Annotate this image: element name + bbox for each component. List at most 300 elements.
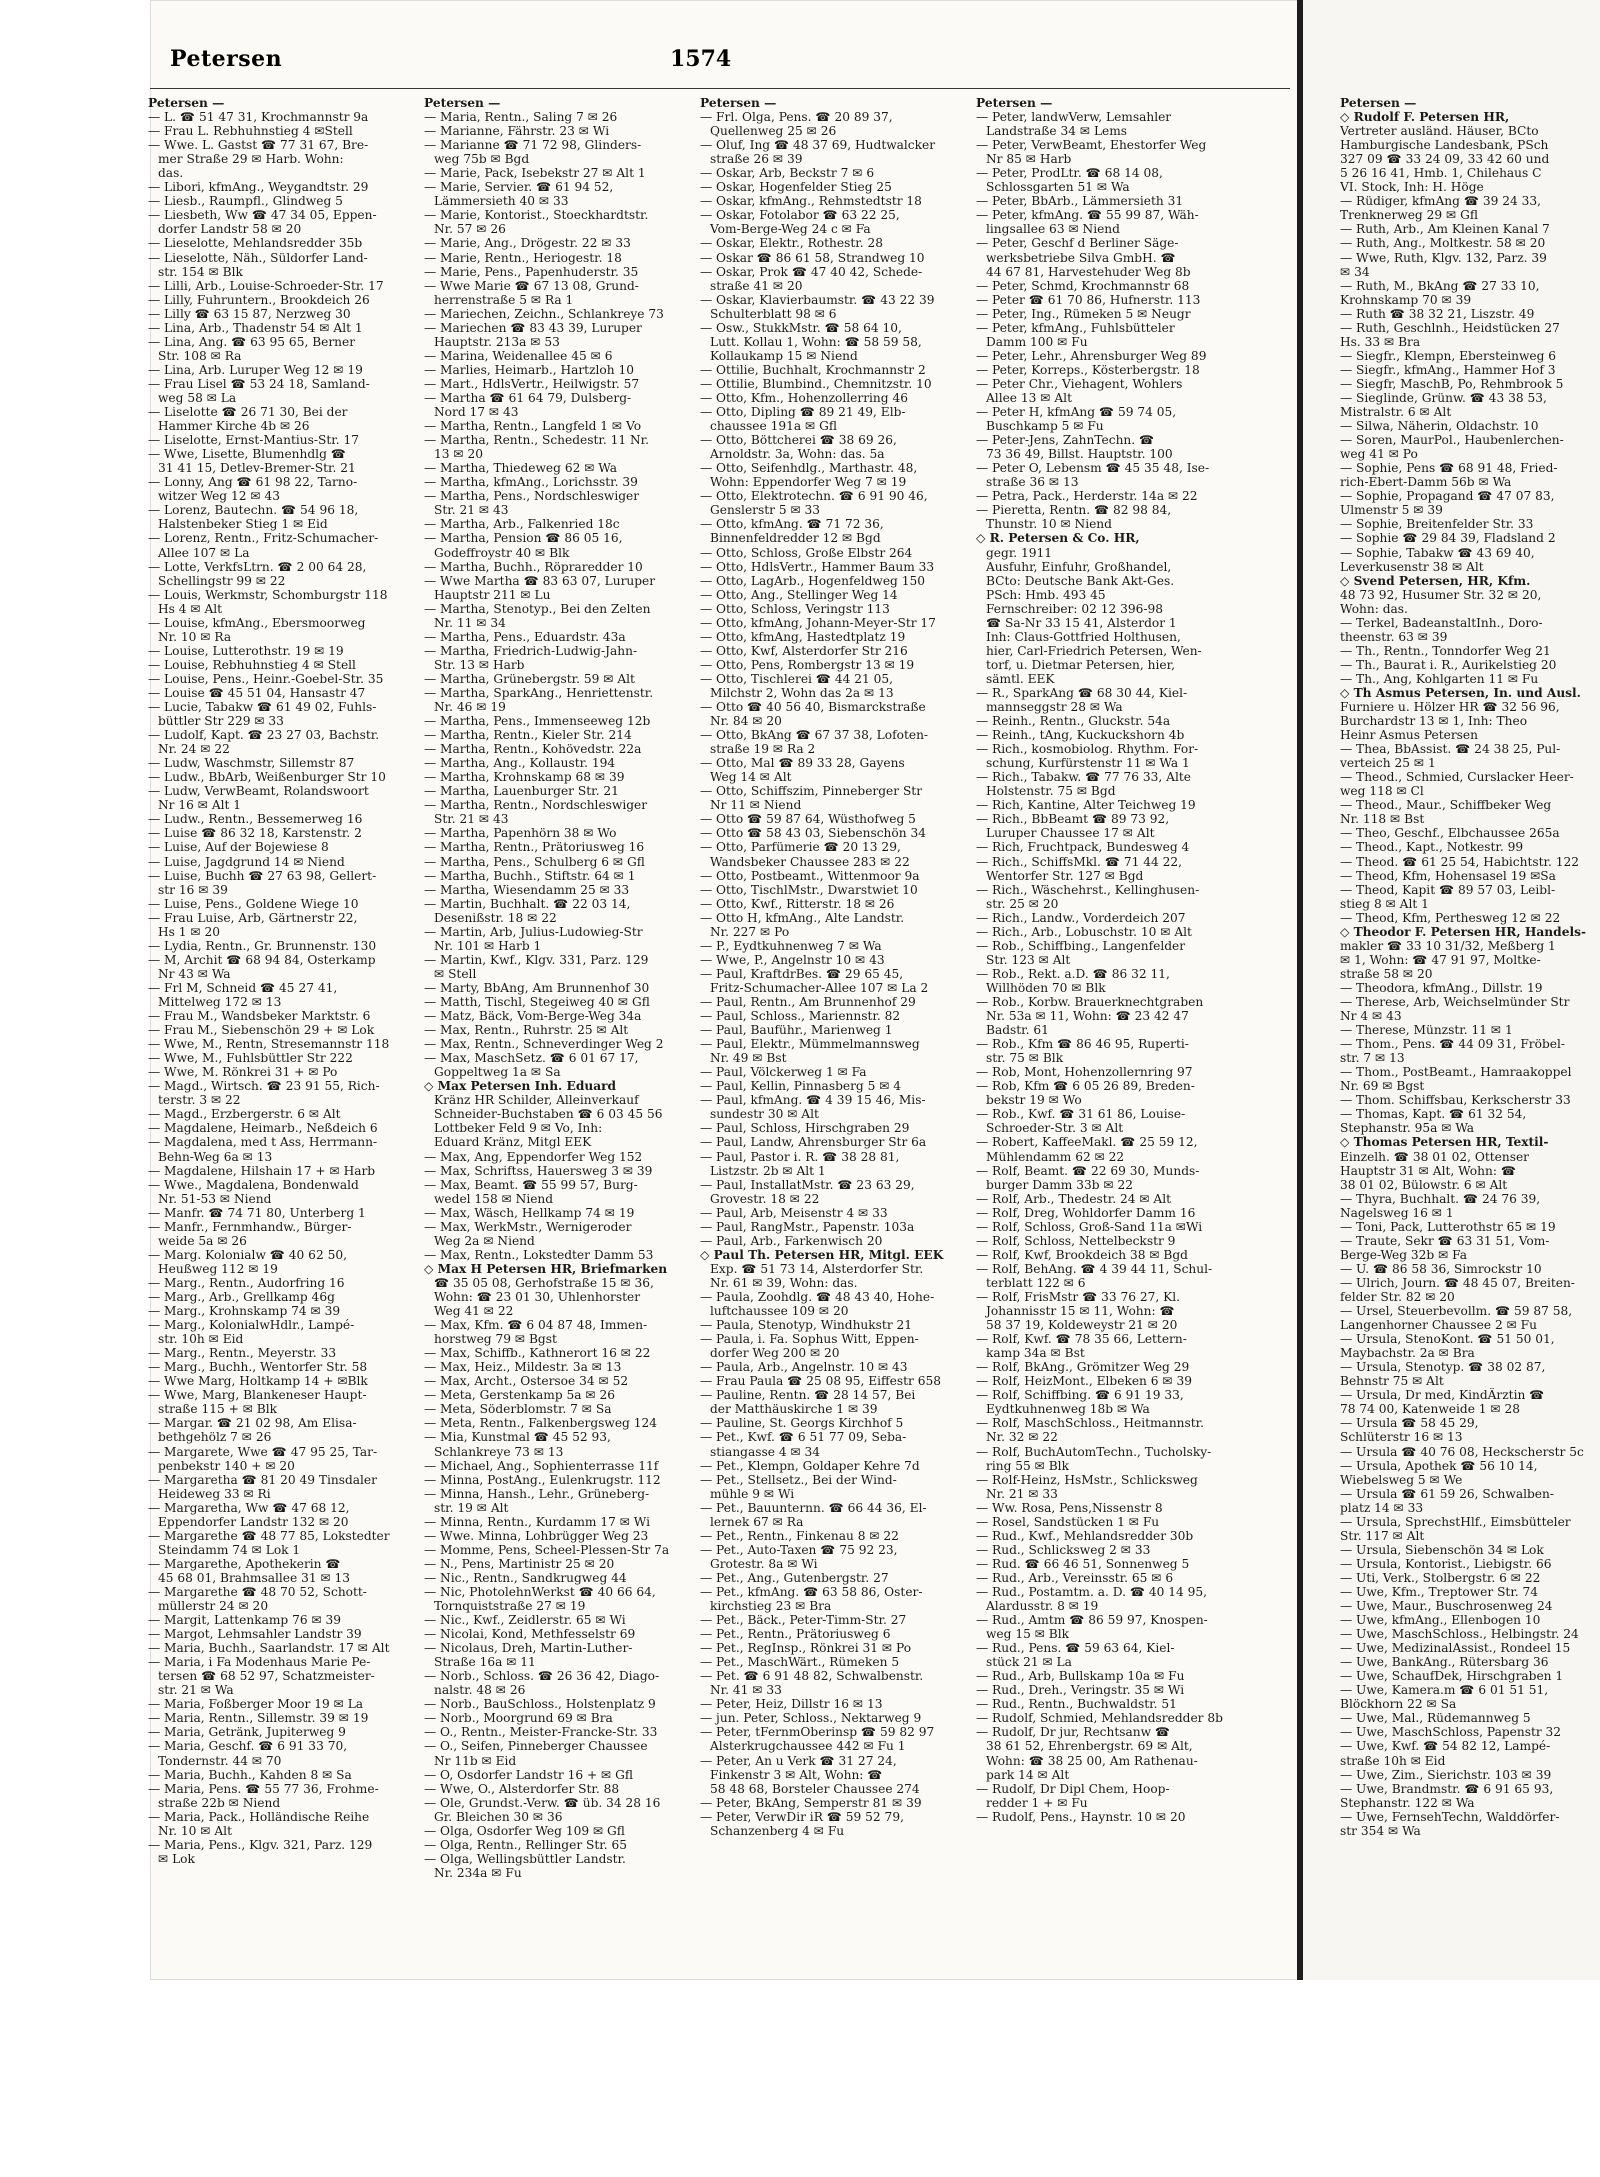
entry-line: — Libori, kfmAng., Weygandtstr. 29 bbox=[148, 180, 369, 195]
entry-line: Lottbeker Feld 9 ✉ Vo, Inh: bbox=[434, 1121, 603, 1136]
entry-line: — Lydia, Rentn., Gr. Brunnenstr. 130 bbox=[148, 938, 377, 953]
entry-line: — Rolf, HeizMont., Elbeken 6 ✉ 39 bbox=[976, 1374, 1192, 1389]
entry-line: — Uti, Verk., Stolbergstr. 6 ✉ 22 bbox=[1340, 1570, 1541, 1585]
entry-line: — Ursula, Kontorist., Liebigstr. 66 bbox=[1340, 1556, 1552, 1571]
running-header: Petersen bbox=[170, 46, 283, 72]
entry-line: — Rud., Pens. ☎ 59 63 64, Kiel- bbox=[976, 1641, 1175, 1656]
entry-line: — Otto, Parfümerie ☎ 20 13 29, bbox=[700, 840, 901, 855]
entry-line: Nr. 57 ✉ 26 bbox=[434, 222, 506, 237]
entry-line: ◇ Max Petersen Inh. Eduard bbox=[424, 1079, 617, 1094]
entry-line: — Ruth, Ang., Moltkestr. 58 ✉ 20 bbox=[1340, 236, 1546, 251]
entry-line: str. 10h ✉ Eid bbox=[158, 1332, 244, 1347]
entry-line: ◇ Th Asmus Petersen, In. und Ausl. bbox=[1340, 685, 1581, 700]
entry-line: Straße 16a ✉ 11 bbox=[434, 1655, 536, 1670]
entry-line: — R., SparkAng ☎ 68 30 44, Kiel- bbox=[976, 685, 1188, 700]
entry-line: — Rich., Arb., Lobuschstr. 10 ✉ Alt bbox=[976, 924, 1192, 939]
entry-line: — Rud., Dreh., Veringstr. 35 ✉ Wi bbox=[976, 1683, 1185, 1698]
entry-line: — Paul, Kellin, Pinnasberg 5 ✉ 4 bbox=[700, 1079, 902, 1094]
entry-line: Hs 4 ✉ Alt bbox=[158, 601, 223, 616]
facing-page-column bbox=[1340, 96, 1600, 1838]
entry-line: straße 10h ✉ Eid bbox=[1340, 1753, 1446, 1768]
entry-line: — Oskar, Fotolabor ☎ 63 22 25, bbox=[700, 208, 900, 223]
entry-line: — Otto ☎ 59 87 64, Wüsthofweg 5 bbox=[700, 812, 916, 827]
entry-line: — Luise, Jagdgrund 14 ✉ Niend bbox=[148, 854, 345, 869]
entry-line: 45 68 01, Brahmsallee 31 ✉ 13 bbox=[158, 1570, 351, 1585]
entry-line: — Maria, Rentn., Sillemstr. 39 ✉ 19 bbox=[148, 1711, 369, 1726]
entry-line: ◇ Rudolf F. Petersen HR, bbox=[1340, 110, 1510, 125]
entry-line: — Max, MaschSetz. ☎ 6 01 67 17, bbox=[424, 1051, 639, 1066]
entry-line: Eppendorfer Landstr 132 ✉ 20 bbox=[158, 1514, 349, 1529]
entry-line: — Rich, Fruchtpack, Bundesweg 4 bbox=[976, 840, 1190, 855]
entry-line: — Rolf, Beamt. ☎ 22 69 30, Munds- bbox=[976, 1163, 1200, 1178]
entry-line: — Lucie, Tabakw ☎ 61 49 02, Fuhls- bbox=[148, 700, 377, 715]
entry-line: — Margot, Lehmsahler Landstr 39 bbox=[148, 1627, 362, 1642]
entry-line: — Paul, Arb., Farkenwisch 20 bbox=[700, 1233, 883, 1248]
entry-line: Goppeltweg 1a ✉ Sa bbox=[434, 1065, 561, 1080]
entry-line: — Marlies, Heimarb., Hartzloh 10 bbox=[424, 362, 634, 377]
entry-line: Nr. 24 ✉ 22 bbox=[158, 742, 230, 757]
entry-line: redder 1 + ✉ Fu bbox=[986, 1795, 1088, 1810]
entry-line: ◇ Max H Petersen HR, Briefmarken bbox=[424, 1261, 668, 1276]
entry-line: — Petra, Pack., Herderstr. 14a ✉ 22 bbox=[976, 489, 1198, 504]
entry-line: Hauptstr 211 ✉ Lu bbox=[434, 587, 551, 602]
entry-line: — Wwe, O., Alsterdorfer Str. 88 bbox=[424, 1781, 620, 1796]
entry-line: — Peter, VerwDir iR ☎ 59 52 79, bbox=[700, 1809, 904, 1824]
entry-line: sämtl. EEK bbox=[986, 671, 1055, 686]
entry-line: Grovestr. 18 ✉ 22 bbox=[710, 1191, 820, 1206]
entry-line: — Louise, Lutterothstr. 19 ✉ 19 bbox=[148, 643, 344, 658]
entry-line: müllerstr 24 ✉ 20 bbox=[158, 1599, 269, 1614]
entry-line: — Martha, Arb., Falkenried 18c bbox=[424, 517, 620, 532]
entry-line: — Martha, Rentn., Kohövedstr. 22a bbox=[424, 742, 642, 757]
entry-line: — Rolf, FrisMstr ☎ 33 76 27, Kl. bbox=[976, 1289, 1181, 1304]
entry-line: — Rud., Amtm ☎ 86 59 97, Knospen- bbox=[976, 1613, 1208, 1628]
entry-line: — Otto, kfmAng. ☎ 71 72 36, bbox=[700, 517, 884, 532]
entry-line: — Oskar, Elektr., Rothestr. 28 bbox=[700, 236, 883, 251]
entry-line: — Theod., Maur., Schiffbeker Weg bbox=[1340, 798, 1552, 813]
entry-line: — Max, Rentn., Lokstedter Damm 53 bbox=[424, 1247, 654, 1262]
entry-line: sundestr 30 ✉ Alt bbox=[710, 1107, 819, 1122]
entry-line: — Otto, HdlsVertr., Hammer Baum 33 bbox=[700, 559, 935, 574]
entry-line: 48 73 92, Husumer Str. 32 ✉ 20, bbox=[1340, 587, 1542, 602]
entry-line: 78 74 00, Katenweide 1 ✉ 28 bbox=[1340, 1402, 1521, 1417]
entry-line: Berge-Weg 32b ✉ Fa bbox=[1340, 1247, 1468, 1262]
entry-line: — Rud., Arb., Vereinsstr. 65 ✉ 6 bbox=[976, 1570, 1174, 1585]
entry-line: — Nic., Kwf., Zeidlerstr. 65 ✉ Wi bbox=[424, 1613, 626, 1628]
entry-line: Einzelh. ☎ 38 01 02, Ottenser bbox=[1340, 1149, 1529, 1164]
entry-line: dorfer Weg 200 ✉ 20 bbox=[710, 1346, 840, 1361]
entry-line: — Manfr. ☎ 74 71 80, Unterberg 1 bbox=[148, 1205, 366, 1220]
entry-line: — Max, Archt., Ostersoe 34 ✉ 52 bbox=[424, 1374, 629, 1389]
entry-line: Trenknerweg 29 ✉ Gfl bbox=[1340, 208, 1478, 223]
entry-line: — Rolf, BehAng. ☎ 4 39 44 11, Schul- bbox=[976, 1261, 1213, 1276]
entry-line: tersen ☎ 68 52 97, Schatzmeister- bbox=[158, 1669, 375, 1684]
entry-line: — Louise, Pens., Heinr.-Goebel-Str. 35 bbox=[148, 671, 384, 686]
entry-line: — Pet., MaschWärt., Rümeken 5 bbox=[700, 1655, 900, 1670]
entry-line: — Paul, Pastor i. R. ☎ 38 28 81, bbox=[700, 1149, 900, 1164]
entry-line: — Margaretha ☎ 81 20 49 Tinsdaler bbox=[148, 1472, 377, 1487]
entry-line: — Ludw, Waschmstr, Sillemstr 87 bbox=[148, 756, 355, 771]
entry-line: — Maria, Foßberger Moor 19 ✉ La bbox=[148, 1697, 364, 1712]
entry-line: nalstr. 48 ✉ 26 bbox=[434, 1683, 526, 1698]
entry-line: — Uwe, Maur., Buschrosenweg 24 bbox=[1340, 1599, 1553, 1614]
entry-line: — Mia, Kunstmal ☎ 45 52 93, bbox=[424, 1430, 611, 1445]
entry-line: str. 154 ✉ Blk bbox=[158, 264, 243, 279]
entry-line: — Pet., Rentn., Prätoriusweg 6 bbox=[700, 1627, 891, 1642]
entry-line: — Ludw, VerwBeamt, Rolandswoort bbox=[148, 784, 369, 799]
entry-line: — Otto, Elektrotechn. ☎ 6 91 90 46, bbox=[700, 489, 928, 504]
entry-line: — Pet., kfmAng. ☎ 63 58 86, Oster- bbox=[700, 1584, 923, 1599]
entry-line: — Rüdiger, kfmAng ☎ 39 24 33, bbox=[1340, 194, 1542, 209]
entry-line: lingsallee 63 ✉ Niend bbox=[986, 222, 1120, 237]
entry-line: — Mariechen ☎ 83 43 39, Luruper bbox=[424, 320, 642, 335]
entry-line: — Martin, Buchhalt. ☎ 22 03 14, bbox=[424, 896, 631, 911]
entry-line: — Oskar, Hogenfelder Stieg 25 bbox=[700, 180, 892, 195]
entry-line: — Pet., Bäck., Peter-Timm-Str. 27 bbox=[700, 1613, 907, 1628]
entry-line: — Rudolf, Pens., Haynstr. 10 ✉ 20 bbox=[976, 1809, 1186, 1824]
entry-line: — Max, Rentn., Schneverdinger Weg 2 bbox=[424, 1037, 664, 1052]
entry-line: ✉ Lok bbox=[158, 1851, 195, 1866]
entry-line: Finkenstr 3 ✉ Alt, Wohn: ☎ bbox=[710, 1767, 883, 1782]
entry-line: Nr. 21 ✉ 33 bbox=[986, 1486, 1058, 1501]
entry-line: — Paul, Völckerweg 1 ✉ Fa bbox=[700, 1065, 867, 1080]
entry-line: — Wwe. L. Gastst ☎ 77 31 67, Bre- bbox=[148, 138, 369, 153]
entry-line: — Ole, Grundst.-Verw. ☎ üb. 34 28 16 bbox=[424, 1795, 661, 1810]
entry-line: — Sophie, Tabakw ☎ 43 69 40, bbox=[1340, 545, 1535, 560]
entry-line: — Michael, Ang., Sophienterrasse 11f bbox=[424, 1458, 659, 1473]
entry-line: — Sophie, Breitenfelder Str. 33 bbox=[1340, 517, 1534, 532]
entry-line: Binnenfeldredder 12 ✉ Bgd bbox=[710, 531, 881, 546]
entry-line: — Martha, Friedrich-Ludwig-Jahn- bbox=[424, 643, 638, 658]
entry-line: — Thea, BbAssist. ☎ 24 38 25, Pul- bbox=[1340, 742, 1561, 757]
entry-line: Nr. 51-53 ✉ Niend bbox=[158, 1191, 272, 1206]
entry-line: — Paula, i. Fa. Sophus Witt, Eppen- bbox=[700, 1332, 919, 1347]
entry-line: — Otto, Kwf, Alsterdorfer Str 216 bbox=[700, 643, 908, 658]
entry-line: Schneider-Buchstaben ☎ 6 03 45 56 bbox=[434, 1107, 663, 1122]
entry-line: — Magd., Wirtsch. ☎ 23 91 55, Rich- bbox=[148, 1079, 380, 1094]
entry-line: — Rich., BbBeamt ☎ 89 73 92, bbox=[976, 812, 1170, 827]
entry-line: — Martha, kfmAng., Lorichsstr. 39 bbox=[424, 475, 638, 490]
entry-line: Blöckhorn 22 ✉ Sa bbox=[1340, 1697, 1457, 1712]
entry-line: Ulmenstr 5 ✉ 39 bbox=[1340, 503, 1443, 518]
entry-line: — Otto, Seifenhdlg., Marthastr. 48, bbox=[700, 461, 918, 476]
entry-line: — Rud., Rentn., Buchwaldstr. 51 bbox=[976, 1697, 1177, 1712]
entry-line: — Sophie, Propagand ☎ 47 07 83, bbox=[1340, 489, 1555, 504]
entry-line: — Paul, Schloss., Mariennstr. 82 bbox=[700, 1009, 901, 1024]
entry-line: — Wwe Marg, Holtkamp 14 + ✉Blk bbox=[148, 1374, 368, 1389]
entry-line: — Marie, Pack, Isebekstr 27 ✉ Alt 1 bbox=[424, 166, 646, 181]
entry-line: — Otto, BkAng ☎ 67 37 38, Lofoten- bbox=[700, 728, 929, 743]
entry-line: — Peter, kfmAng. ☎ 55 99 87, Wäh- bbox=[976, 208, 1199, 223]
entry-line: — Otto, Dipling ☎ 89 21 49, Elb- bbox=[700, 405, 906, 420]
entry-line: — Liselotte, Ernst-Mantius-Str. 17 bbox=[148, 433, 359, 448]
entry-line: — Max, Kfm. ☎ 6 04 87 48, Immen- bbox=[424, 1318, 648, 1333]
entry-line: — Rosel, Sandstücken 1 ✉ Fu bbox=[976, 1514, 1160, 1529]
entry-line: — Thom., PostBeamt., Hamraakoppel bbox=[1340, 1065, 1572, 1080]
entry-line: — Olga, Wellingsbüttler Landstr. bbox=[424, 1851, 626, 1866]
entry-line: Nr. 10 ✉ Alt bbox=[158, 1823, 232, 1838]
entry-line: — Otto, Ang., Stellinger Weg 14 bbox=[700, 587, 898, 602]
entry-line: Krohnskamp 70 ✉ 39 bbox=[1340, 292, 1472, 307]
entry-line: — Frau M., Wandsbeker Marktstr. 6 bbox=[148, 1009, 371, 1024]
entry-line: Tondernstr. 44 ✉ 70 bbox=[158, 1753, 282, 1768]
entry-line: — Ursula ☎ 58 45 29, bbox=[1340, 1416, 1479, 1431]
entry-line: — Peter-Jens, ZahnTechn. ☎ bbox=[976, 433, 1155, 448]
entry-line: — Marie, Kontorist., Stoeckhardtstr. bbox=[424, 208, 649, 223]
entry-line: — Uwe, MaschSchloss, Papenstr 32 bbox=[1340, 1725, 1562, 1740]
entry-line: — Ursula, Apothek ☎ 56 10 14, bbox=[1340, 1458, 1538, 1473]
entry-line: — Ottilie, Blumbind., Chemnitzstr. 10 bbox=[700, 376, 932, 391]
page-number: 1574 bbox=[670, 46, 732, 72]
entry-line: — Marty, BbAng, Am Brunnenhof 30 bbox=[424, 980, 650, 995]
entry-line: Str. 108 ✉ Ra bbox=[158, 348, 242, 363]
entry-line: — Thyra, Buchhalt. ☎ 24 76 39, bbox=[1340, 1191, 1541, 1206]
entry-line: — Paul, kfmAng. ☎ 4 39 15 46, Mis- bbox=[700, 1093, 926, 1108]
entry-line: — Liesbeth, Ww ☎ 47 34 05, Eppen- bbox=[148, 208, 377, 223]
entry-line: — Luise, Auf der Bojewiese 8 bbox=[148, 840, 329, 855]
entry-line: — Lina, Arb., Thadenstr 54 ✉ Alt 1 bbox=[148, 320, 363, 335]
entry-line: Milchstr 2, Wohn das 2a ✉ 13 bbox=[710, 685, 894, 700]
entry-line: — Uwe, BankAng., Rütersbarg 36 bbox=[1340, 1655, 1549, 1670]
column-2 bbox=[424, 96, 686, 1880]
entry-line: — Rud., Arb, Bullskamp 10a ✉ Fu bbox=[976, 1669, 1185, 1684]
entry-line: — Max, Schiffb., Kathnerort 16 ✉ 22 bbox=[424, 1346, 651, 1361]
entry-line: — Uwe, Kfm., Treptower Str. 74 bbox=[1340, 1584, 1539, 1599]
entry-line: platz 14 ✉ 33 bbox=[1340, 1500, 1424, 1515]
entry-line: — Wwe., Magdalena, Bondenwald bbox=[148, 1177, 359, 1192]
entry-line: Schlankreye 73 ✉ 13 bbox=[434, 1444, 564, 1459]
entry-line: — Ursula, Stenotyp. ☎ 38 02 87, bbox=[1340, 1360, 1546, 1375]
entry-line: — Theo, Geschf., Elbchaussee 265a bbox=[1340, 826, 1560, 841]
entry-line: — Peter, Geschf d Berliner Säge- bbox=[976, 236, 1179, 251]
entry-line: ◇ Theodor F. Petersen HR, Handels- bbox=[1340, 924, 1586, 939]
entry-line: — Martha, Rentn., Schedestr. 11 Nr. bbox=[424, 433, 650, 448]
entry-line: — Peter ☎ 61 70 86, Hufnerstr. 113 bbox=[976, 292, 1201, 307]
entry-line: — Martha, Pens., Eduardstr. 43a bbox=[424, 629, 626, 644]
entry-line: Willhöden 70 ✉ Blk bbox=[986, 980, 1106, 995]
entry-line: Behnstr 75 ✉ Alt bbox=[1340, 1374, 1444, 1389]
entry-line: Vertreter ausländ. Häuser, BCto bbox=[1340, 124, 1539, 139]
entry-line: Hauptstr 31 ✉ Alt, Wohn: ☎ bbox=[1340, 1163, 1517, 1178]
entry-line: — Pauline, St. Georgs Kirchhof 5 bbox=[700, 1416, 904, 1431]
entry-line: — Max, Rentn., Ruhrstr. 25 ✉ Alt bbox=[424, 1023, 629, 1038]
entry-line: — Pet., Stellsetz., Bei der Wind- bbox=[700, 1472, 897, 1487]
entry-line: — Otto, Schloss, Veringstr 113 bbox=[700, 601, 890, 616]
entry-line: — Reinh., Rentn., Gluckstr. 54a bbox=[976, 714, 1171, 729]
entry-line: Str. 21 ✉ 43 bbox=[434, 812, 509, 827]
entry-line: mer Straße 29 ✉ Harb. Wohn: bbox=[158, 152, 344, 167]
entry-line: penbekstr 140 + ✉ 20 bbox=[158, 1458, 295, 1473]
entry-line: — Otto, TischlMstr., Dwarstwiet 10 bbox=[700, 882, 918, 897]
entry-line: — Max, Ang, Eppendorfer Weg 152 bbox=[424, 1149, 643, 1164]
entry-line: 73 36 49, Billst. Hauptstr. 100 bbox=[986, 447, 1173, 462]
entry-line: — Rolf, Arb., Thedestr. 24 ✉ Alt bbox=[976, 1191, 1172, 1206]
entry-line: — Paul, Schloss, Hirschgraben 29 bbox=[700, 1121, 910, 1136]
entry-line: — Margit, Lattenkamp 76 ✉ 39 bbox=[148, 1613, 342, 1628]
entry-line: — Thomas, Kapt. ☎ 61 32 54, bbox=[1340, 1107, 1527, 1122]
entry-line: — Rob, Kfm ☎ 6 05 26 89, Breden- bbox=[976, 1079, 1195, 1094]
entry-line: — Ulrich, Journ. ☎ 48 45 07, Breiten- bbox=[1340, 1275, 1575, 1290]
entry-line: stieg 8 ✉ Alt 1 bbox=[1340, 896, 1429, 911]
entry-line: — Paula, Zoohdlg. ☎ 48 43 40, Hohe- bbox=[700, 1289, 935, 1304]
entry-line: — Terkel, BadeanstaltInh., Doro- bbox=[1340, 615, 1543, 630]
entry-line: — Lotte, VerkfsLtrn. ☎ 2 00 64 28, bbox=[148, 559, 367, 574]
entry-line: — Max, Heiz., Mildestr. 3a ✉ 13 bbox=[424, 1360, 622, 1375]
entry-line: — Frau L. Rebhuhnstieg 4 ✉Stell bbox=[148, 124, 353, 139]
entry-line: — Martha, Stenotyp., Bei den Zelten bbox=[424, 601, 651, 616]
entry-line: — Rich., SchiffsMkl. ☎ 71 44 22, bbox=[976, 854, 1182, 869]
entry-line: Nagelsweg 16 ✉ 1 bbox=[1340, 1205, 1454, 1220]
entry-line: 31 41 15, Detlev-Bremer-Str. 21 bbox=[158, 461, 356, 476]
entry-line: Nr 85 ✉ Harb bbox=[986, 152, 1072, 167]
entry-line: Schellingstr 99 ✉ 22 bbox=[158, 573, 286, 588]
entry-line: — Frau Luise, Arb, Gärtnerstr 22, bbox=[148, 910, 358, 925]
entry-line: — Theod, Kfm, Perthesweg 12 ✉ 22 bbox=[1340, 910, 1561, 925]
entry-line: — Peter, ProdLtr. ☎ 68 14 08, bbox=[976, 166, 1163, 181]
entry-line: — Pieretta, Rentn. ☎ 82 98 84, bbox=[976, 503, 1172, 518]
entry-line: Damm 100 ✉ Fu bbox=[986, 334, 1088, 349]
entry-line: — Rolf, BkAng., Grömitzer Weg 29 bbox=[976, 1360, 1190, 1375]
entry-line: — Meta, Söderblomstr. 7 ✉ Sa bbox=[424, 1402, 612, 1417]
entry-line: — Pet., Rentn., Finkenau 8 ✉ 22 bbox=[700, 1528, 899, 1543]
entry-line: — Rob., Kfm ☎ 86 46 95, Ruperti- bbox=[976, 1037, 1189, 1052]
entry-line: — Sophie, Pens ☎ 68 91 48, Fried- bbox=[1340, 461, 1558, 476]
entry-line: — Marg., Arb., Grellkamp 46g bbox=[148, 1289, 335, 1304]
entry-line: 58 37 19, Koldeweystr 21 ✉ 20 bbox=[986, 1318, 1178, 1333]
entry-line: — Martha, Ang., Kollaustr. 194 bbox=[424, 756, 616, 771]
entry-line: Langenhorner Chaussee 2 ✉ Fu bbox=[1340, 1318, 1537, 1333]
entry-line: — Pauline, Rentn. ☎ 28 14 57, Bei bbox=[700, 1388, 916, 1403]
entry-line: — Lorenz, Bautechn. ☎ 54 96 18, bbox=[148, 503, 359, 518]
entry-line: — Otto, Kfm., Hohenzollerring 46 bbox=[700, 390, 908, 405]
entry-line: Nr. 10 ✉ Ra bbox=[158, 629, 232, 644]
entry-line: — Oluf, Ing ☎ 48 37 69, Hudtwalcker bbox=[700, 138, 936, 153]
entry-line: Wohn: Eppendorfer Weg 7 ✉ 19 bbox=[710, 475, 907, 490]
entry-line: — Martha ☎ 61 64 79, Dulsberg- bbox=[424, 390, 632, 405]
entry-line: — Max, WerkMstr., Wernigeroder bbox=[424, 1219, 632, 1234]
entry-line: Heinr Asmus Petersen bbox=[1340, 728, 1478, 743]
entry-line: Hammer Kirche 4b ✉ 26 bbox=[158, 419, 310, 434]
entry-line: — Norb., Schloss. ☎ 26 36 42, Diago- bbox=[424, 1669, 660, 1684]
entry-line: — Margaretha, Ww ☎ 47 68 12, bbox=[148, 1500, 350, 1515]
entry-line: — Lilli, Arb., Louise-Schroeder-Str. 17 bbox=[148, 278, 384, 293]
entry-line: ◇ R. Petersen & Co. HR, bbox=[976, 531, 1140, 546]
entry-line: — Marina, Weidenallee 45 ✉ 6 bbox=[424, 348, 613, 363]
entry-line: — Max, Schriftss, Hauersweg 3 ✉ 39 bbox=[424, 1163, 653, 1178]
entry-line: — Meta, Rentn., Falkenbergsweg 124 bbox=[424, 1416, 657, 1431]
entry-line: — Otto ☎ 40 56 40, Bismarckstraße bbox=[700, 700, 926, 715]
entry-line: terblatt 122 ✉ 6 bbox=[986, 1275, 1086, 1290]
entry-line: — Matth, Tischl, Stegeiweg 40 ✉ Gfl bbox=[424, 995, 650, 1009]
entry-line: — Rolf-Heinz, HsMstr., Schlicksweg bbox=[976, 1472, 1198, 1487]
entry-line: — Paul, Landw, Ahrensburger Str 6a bbox=[700, 1135, 927, 1150]
entry-line: — Rob., Korbw. Brauerknechtgraben bbox=[976, 995, 1204, 1009]
entry-line: — Siegfr., kfmAng., Hammer Hof 3 bbox=[1340, 362, 1556, 377]
entry-line: — Momme, Pens, Scheel-Plessen-Str 7a bbox=[424, 1542, 670, 1557]
column-heading: Petersen — bbox=[700, 96, 777, 110]
entry-line: — Wwe, P., Angelnstr 10 ✉ 43 bbox=[700, 952, 885, 967]
entry-line: Nr. 227 ✉ Po bbox=[710, 924, 790, 939]
entry-line: Hamburgische Landesbank, PSch bbox=[1340, 138, 1549, 153]
entry-line: Wohn: das. bbox=[1340, 601, 1408, 616]
entry-line: lernek 67 ✉ Ra bbox=[710, 1514, 804, 1529]
entry-line: — Marie, Ang., Drögestr. 22 ✉ 33 bbox=[424, 236, 631, 251]
entry-line: — Otto, Mal ☎ 89 33 28, Gayens bbox=[700, 756, 905, 771]
entry-line: Inh: Claus-Gottfried Holthusen, bbox=[986, 629, 1181, 644]
entry-line: Allee 107 ✉ La bbox=[158, 545, 250, 560]
entry-line: Mistralstr. 6 ✉ Alt bbox=[1340, 405, 1452, 420]
entry-line: — Martha, Wiesendamm 25 ✉ 33 bbox=[424, 882, 630, 897]
entry-line: Thunstr. 10 ✉ Niend bbox=[986, 517, 1112, 532]
entry-line: — Toni, Pack, Lutterothstr 65 ✉ 19 bbox=[1340, 1219, 1556, 1234]
entry-line: — Maria, Pack., Holländische Reihe bbox=[148, 1809, 370, 1824]
entry-line: — Peter, BbArb., Lämmersieth 31 bbox=[976, 194, 1184, 209]
entry-line: — Rich, Kantine, Alter Teichweg 19 bbox=[976, 798, 1196, 813]
entry-line: — Paula, Stenotyp, Windhukstr 21 bbox=[700, 1318, 913, 1333]
entry-line: der Matthäuskirche 1 ✉ 39 bbox=[710, 1402, 878, 1417]
entry-line: Schroeder-Str. 3 ✉ Alt bbox=[986, 1121, 1124, 1136]
entry-line: büttler Str 229 ✉ 33 bbox=[158, 714, 284, 729]
entry-line: — Peter, landwVerw, Lemsahler bbox=[976, 110, 1172, 125]
entry-line: dorfer Landstr 58 ✉ 20 bbox=[158, 222, 302, 237]
entry-line: — Pet. ☎ 6 91 48 82, Schwalbenstr. bbox=[700, 1669, 924, 1684]
entry-line: — Martha, Pens., Immenseeweg 12b bbox=[424, 714, 651, 729]
entry-line: weg 41 ✉ Po bbox=[1340, 447, 1418, 462]
entry-line: Alsterkrugchaussee 442 ✉ Fu 1 bbox=[710, 1739, 906, 1754]
entry-line: — Rich., kosmobiolog. Rhythm. For- bbox=[976, 742, 1199, 757]
entry-line: Gr. Bleichen 30 ✉ 36 bbox=[434, 1809, 563, 1824]
entry-line: — Paul, KraftdrBes. ☎ 29 65 45, bbox=[700, 966, 904, 981]
entry-line: Wandsbeker Chaussee 283 ✉ 22 bbox=[710, 854, 910, 869]
entry-line: PSch: Hmb. 493 45 bbox=[986, 587, 1106, 602]
entry-line: Desenißstr. 18 ✉ 22 bbox=[434, 910, 557, 925]
entry-line: — Peter, Heiz, Dillstr 16 ✉ 13 bbox=[700, 1697, 883, 1712]
entry-line: ✉ 1, Wohn: ☎ 47 91 97, Moltke- bbox=[1340, 952, 1541, 967]
entry-line: 327 09 ☎ 33 24 09, 33 42 60 und bbox=[1340, 152, 1550, 167]
entry-line: — Nicolai, Kond, Methfesselstr 69 bbox=[424, 1627, 636, 1642]
entry-line: — Paul, RangMstr., Papenstr. 103a bbox=[700, 1219, 915, 1234]
entry-line: — Uwe, SchaufDek, Hirschgraben 1 bbox=[1340, 1669, 1564, 1684]
entry-line: — Rolf, MaschSchloss., Heitmannstr. bbox=[976, 1416, 1205, 1431]
entry-line: — Maria, Buchh., Kahden 8 ✉ Sa bbox=[148, 1767, 352, 1782]
entry-line: bethgehölz 7 ✉ 26 bbox=[158, 1430, 272, 1445]
entry-line: — Frau Paula ☎ 25 08 95, Eiffestr 658 bbox=[700, 1374, 941, 1389]
entry-line: Buschkamp 5 ✉ Fu bbox=[986, 419, 1104, 434]
entry-line: witzer Weg 12 ✉ 43 bbox=[158, 489, 280, 504]
entry-line: str 16 ✉ 39 bbox=[158, 882, 228, 897]
entry-line: — Martha, Buchh., Stiftstr. 64 ✉ 1 bbox=[424, 868, 636, 883]
entry-line: Behn-Weg 6a ✉ 13 bbox=[158, 1149, 273, 1164]
entry-line: — Otto, Tischlerei ☎ 44 21 05, bbox=[700, 671, 894, 686]
entry-line: — Martha, Pens., Schulberg 6 ✉ Gfl bbox=[424, 854, 645, 869]
entry-line: Wentorfer Str. 127 ✉ Bgd bbox=[986, 868, 1144, 883]
entry-line: — Marg., Rentn., Audorfring 16 bbox=[148, 1275, 345, 1290]
entry-line: — Ursel, Steuerbevollm. ☎ 59 87 58, bbox=[1340, 1304, 1573, 1319]
entry-line: Heußweg 112 ✉ 19 bbox=[158, 1261, 278, 1276]
entry-line: — Theod, Kapit ☎ 89 57 03, Leibl- bbox=[1340, 882, 1556, 897]
entry-line: — Ursula, Dr med, KindÄrztin ☎ bbox=[1340, 1388, 1545, 1403]
entry-line: — Martha, Buchh., Röpraredder 10 bbox=[424, 559, 643, 574]
entry-line: — Nicolaus, Dreh, Martin-Luther- bbox=[424, 1641, 633, 1656]
entry-line: — Magdalene, Hilshain 17 + ✉ Harb bbox=[148, 1163, 376, 1178]
entry-line: Nr. 234a ✉ Fu bbox=[434, 1865, 522, 1880]
entry-line: — Uwe, kfmAng., Ellenbogen 10 bbox=[1340, 1613, 1541, 1628]
entry-line: — Pet., RegInsp., Rönkrei 31 ✉ Po bbox=[700, 1641, 912, 1656]
entry-line: — Ruth ☎ 38 32 21, Liszstr. 49 bbox=[1340, 306, 1535, 321]
entry-line: — Wwe, M. Rönkrei 31 + ✉ Po bbox=[148, 1065, 338, 1080]
entry-line: — Liselotte ☎ 26 71 30, Bei der bbox=[148, 405, 348, 420]
entry-line: Nr 11 ✉ Niend bbox=[710, 798, 802, 813]
